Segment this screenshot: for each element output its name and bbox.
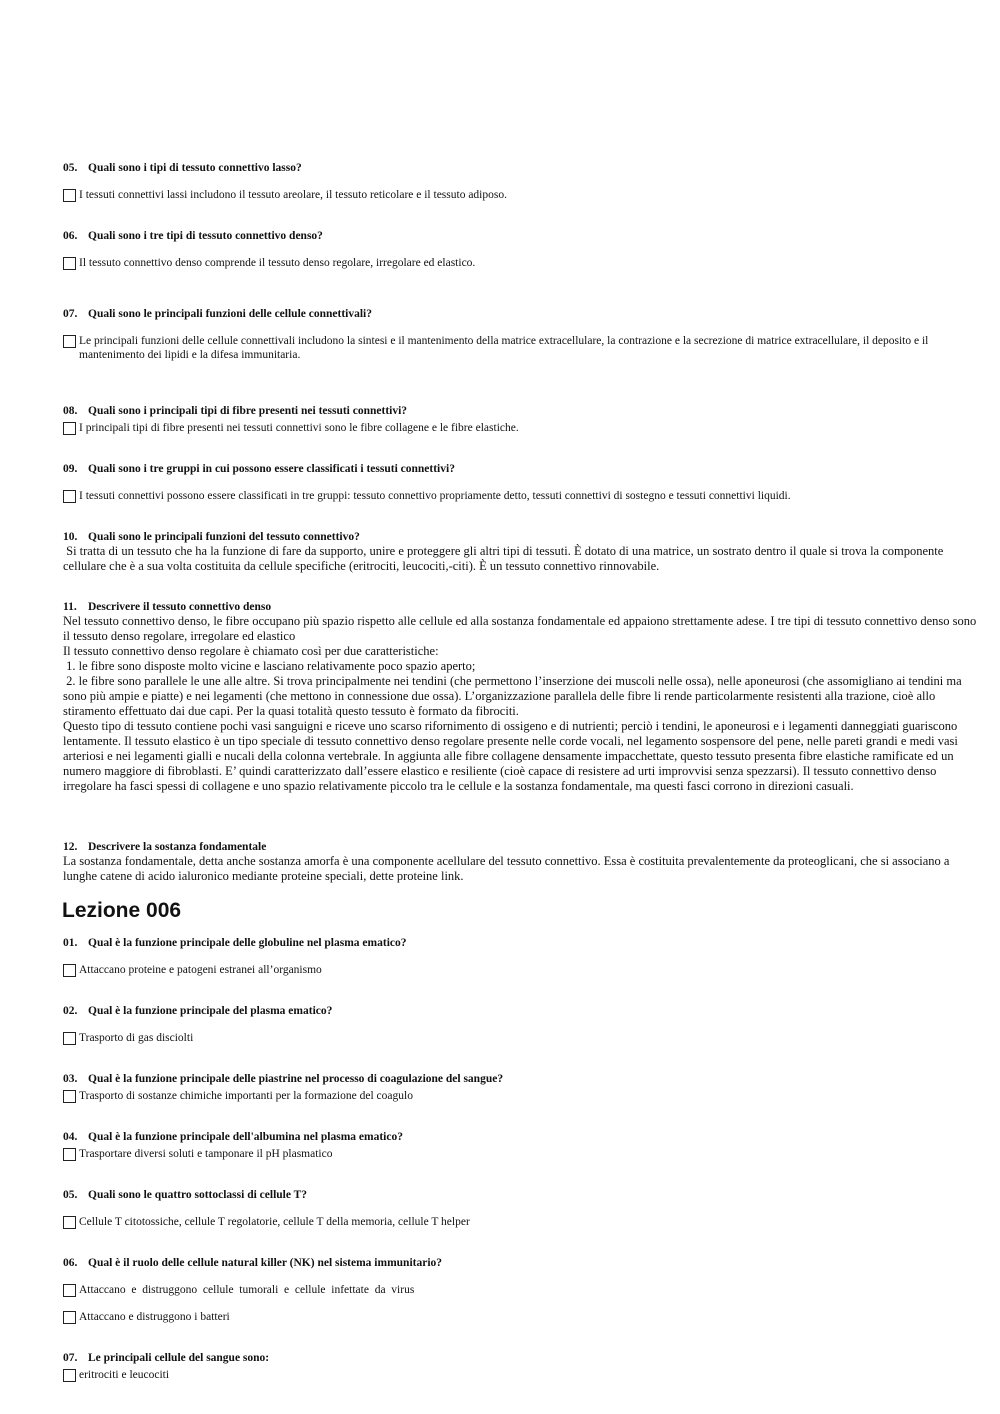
question-text: Qual è la funzione principale dell'albumina nel plasma ematico? — [88, 1131, 403, 1143]
answer-paragraph: Questo tipo di tessuto contiene pochi vasi sanguigni e riceve uno scarso rifornimento di ossigeno e di nutrienti; perciò i tendini, le aponeurosi e i legamenti danneggiati guariscono lentamente. Il tessuto elastico è un tipo speciale di tessuto connettivo denso regolare presente nelle corde vocali, nel legamento sospensore del pene, nelle pareti grandi e medi vasi arteriosi e nei legamenti gialli e nucali della colonna vertebrale. In aggiunta alle fibre collagene densamente impacchettate, questo tessuto presenta fibre elastiche ramificate ed un numero maggiore di fibroblasti. E’ quindi caratterizzato dall’essere elastico e resiliente (cioè capace di resistere ad urti improvvisi senza spezzarsi). Il tessuto connettivo denso irregolare ha fasci spessi di collagene e uno spazio relativamente piccolo tra le cellule e la sostanza fondamentale, ma questi fasci corrono in direzioni casuali. — [63, 719, 958, 793]
question-title — [63, 307, 983, 321]
answer-paragraph: Il tessuto connettivo denso regolare è chiamato così per due caratteristiche: — [63, 644, 439, 658]
answer-paragraph: La sostanza fondamentale, detta anche sostanza amorfa è una componente acellulare del tessuto connettivo. Essa è costituita prevalentemente da proteoglicani, che si associano a lunghe catene di acido ialuronico mediante proteine speciali, dette proteine link. — [63, 854, 950, 883]
question-block — [63, 936, 983, 977]
answer-checkbox[interactable] — [63, 1216, 76, 1229]
answer-option[interactable] — [63, 489, 983, 503]
question-number: 10. — [63, 531, 78, 543]
question-block — [63, 307, 983, 362]
question-text: Qual è il ruolo delle cellule natural killer (NK) nel sistema immunitario? — [88, 1257, 443, 1269]
answer-checkbox[interactable] — [63, 490, 76, 503]
answer-text: Trasporto di gas disciolti — [79, 1032, 194, 1044]
question-block — [63, 1351, 983, 1382]
question-block — [63, 1004, 983, 1045]
question-title — [63, 1130, 983, 1144]
answer-option[interactable] — [63, 1310, 983, 1324]
answer-checkbox[interactable] — [63, 1090, 76, 1103]
answer-option[interactable] — [63, 334, 983, 362]
answer-checkbox[interactable] — [63, 1311, 76, 1324]
question-block — [63, 1188, 983, 1229]
question-text: Descrivere la sostanza fondamentale — [88, 841, 267, 853]
answer-paragraph: Nel tessuto connettivo denso, le fibre occupano più spazio rispetto alle cellule ed alla sostanza fondamentale ed appaiono strettamente adese. I tre tipi di tessuto connettivo denso sono il tessuto denso regolare, irregolare ed elastico — [63, 614, 977, 643]
answer-text: I tessuti connettivi possono essere classificati in tre gruppi: tessuto connettivo propriamente detto, tessuti connettivi di sostegno e tessuti connettivi liquidi. — [79, 490, 791, 502]
question-number: 09. — [63, 463, 78, 475]
answer-text: I tessuti connettivi lassi includono il tessuto areolare, il tessuto reticolare e il tessuto adiposo. — [79, 189, 507, 201]
answer-checkbox[interactable] — [63, 335, 76, 348]
answer-text: Il tessuto connettivo denso comprende il tessuto denso regolare, irregolare ed elastico. — [79, 257, 476, 269]
question-number: 02. — [63, 1005, 78, 1017]
question-number: 07. — [63, 1352, 78, 1364]
question-text: Qual è la funzione principale del plasma ematico? — [88, 1005, 333, 1017]
question-text: Quali sono i tipi di tessuto connettivo lasso? — [88, 162, 302, 174]
question-number: 03. — [63, 1073, 78, 1085]
answer-text: Attaccano e distruggono cellule tumorali e cellule infettate da virus — [79, 1284, 415, 1296]
question-title — [63, 1256, 983, 1270]
answer-option[interactable] — [63, 1147, 983, 1161]
question-block — [63, 840, 983, 884]
answer-text: Attaccano proteine e patogeni estranei all’organismo — [79, 964, 322, 976]
question-title — [63, 600, 983, 614]
answer-paragraph: 2. le fibre sono parallele le une alle altre. Si trova principalmente nei tendini (che permettono l’inserzione dei muscoli nelle ossa), nelle aponeurosi (che assomigliano ai tendini ma sono più ampie e piatte) e nei legamenti (che mettono in connessione due ossa). L’organizzazione parallela delle fibre li rende particolarmente resistenti alla trazione, cioè allo stiramento effettuato dai due capi. Per la quasi totalità questo tessuto è formato da fibrociti. — [63, 674, 965, 718]
question-number: 05. — [63, 162, 78, 174]
answer-option[interactable] — [63, 188, 983, 202]
answer-option[interactable] — [63, 256, 983, 270]
question-block — [63, 1072, 983, 1103]
question-title — [63, 840, 983, 854]
answer-text: Trasporto di sostanze chimiche importanti per la formazione del coagulo — [79, 1090, 413, 1102]
answer-option[interactable] — [63, 1215, 983, 1229]
question-block — [63, 229, 983, 270]
question-title — [63, 1188, 983, 1202]
question-number: 06. — [63, 230, 78, 242]
question-number: 08. — [63, 405, 78, 417]
question-number: 07. — [63, 308, 78, 320]
answer-paragraph: Si tratta di un tessuto che ha la funzione di fare da supporto, unire e proteggere gli altri tipi di tessuti. È dotato di una matrice, un sostrato dentro il quale si trova la componente cellulare che è a sua volta costituita da cellule specifiche (eritrociti, leucociti,-citi). È un tessuto connettivo rinnovabile. — [63, 544, 947, 573]
answer-text: Trasportare diversi soluti e tamponare il pH plasmatico — [79, 1148, 333, 1160]
question-title — [63, 936, 983, 950]
question-title — [63, 229, 983, 243]
answer-checkbox[interactable] — [63, 1369, 76, 1382]
question-block — [63, 161, 983, 202]
answer-option[interactable] — [63, 963, 983, 977]
question-text: Quali sono i principali tipi di fibre presenti nei tessuti connettivi? — [88, 405, 408, 417]
answer-checkbox[interactable] — [63, 1032, 76, 1045]
question-text: Quali sono i tre gruppi in cui possono essere classificati i tessuti connettivi? — [88, 463, 455, 475]
question-number: 04. — [63, 1131, 78, 1143]
answer-text: eritrociti e leucociti — [79, 1369, 170, 1381]
question-number: 01. — [63, 937, 78, 949]
question-title — [63, 530, 983, 544]
answer-option[interactable] — [63, 1368, 983, 1382]
question-title — [63, 1004, 983, 1018]
question-text: Quali sono le principali funzioni del tessuto connettivo? — [88, 531, 360, 543]
answer-checkbox[interactable] — [63, 1148, 76, 1161]
question-number: 12. — [63, 841, 78, 853]
question-text: Qual è la funzione principale delle piastrine nel processo di coagulazione del sangue? — [88, 1073, 504, 1085]
answer-paragraph: 1. le fibre sono disposte molto vicine e lasciano relativamente poco spazio aperto; — [63, 659, 476, 673]
answer-option[interactable] — [63, 1089, 983, 1103]
answer-checkbox[interactable] — [63, 1284, 76, 1297]
answer-text: Cellule T citotossiche, cellule T regolatorie, cellule T della memoria, cellule T helper — [79, 1216, 470, 1228]
question-title — [63, 1072, 983, 1086]
question-title — [63, 404, 983, 418]
answer-text: I principali tipi di fibre presenti nei tessuti connettivi sono le fibre collagene e le fibre elastiche. — [79, 422, 519, 434]
question-block — [63, 600, 983, 794]
answer-text: Attaccano e distruggono i batteri — [79, 1311, 230, 1323]
question-block — [63, 404, 983, 435]
answer-checkbox[interactable] — [63, 964, 76, 977]
question-block — [63, 1130, 983, 1161]
question-number: 11. — [63, 601, 77, 613]
answer-option[interactable] — [63, 1283, 983, 1297]
question-text: Quali sono le quattro sottoclassi di cellule T? — [88, 1189, 308, 1201]
question-block — [63, 530, 983, 574]
question-title — [63, 161, 983, 175]
answer-checkbox[interactable] — [63, 422, 76, 435]
question-block — [63, 462, 983, 503]
question-text: Descrivere il tessuto connettivo denso — [88, 601, 272, 613]
question-number: 05. — [63, 1189, 78, 1201]
question-title — [63, 1351, 983, 1365]
question-block — [63, 1256, 983, 1324]
answer-checkbox[interactable] — [63, 189, 76, 202]
question-text: Quali sono le principali funzioni delle cellule connettivali? — [88, 308, 372, 320]
question-text: Le principali cellule del sangue sono: — [88, 1352, 270, 1364]
lesson-heading: Lezione 006 — [62, 899, 182, 922]
question-text: Quali sono i tre tipi di tessuto connettivo denso? — [88, 230, 323, 242]
answer-option[interactable] — [63, 421, 983, 435]
question-number: 06. — [63, 1257, 78, 1269]
question-title — [63, 462, 983, 476]
answer-option[interactable] — [63, 1031, 983, 1045]
answer-checkbox[interactable] — [63, 257, 76, 270]
question-text: Qual è la funzione principale delle globuline nel plasma ematico? — [88, 937, 407, 949]
answer-text: Le principali funzioni delle cellule connettivali includono la sintesi e il mantenimento della matrice extracellulare, la contrazione e la secrezione di matrice extracellulare, il deposito e il mantenimento dei lipidi e la difesa immunitaria. — [79, 335, 929, 361]
